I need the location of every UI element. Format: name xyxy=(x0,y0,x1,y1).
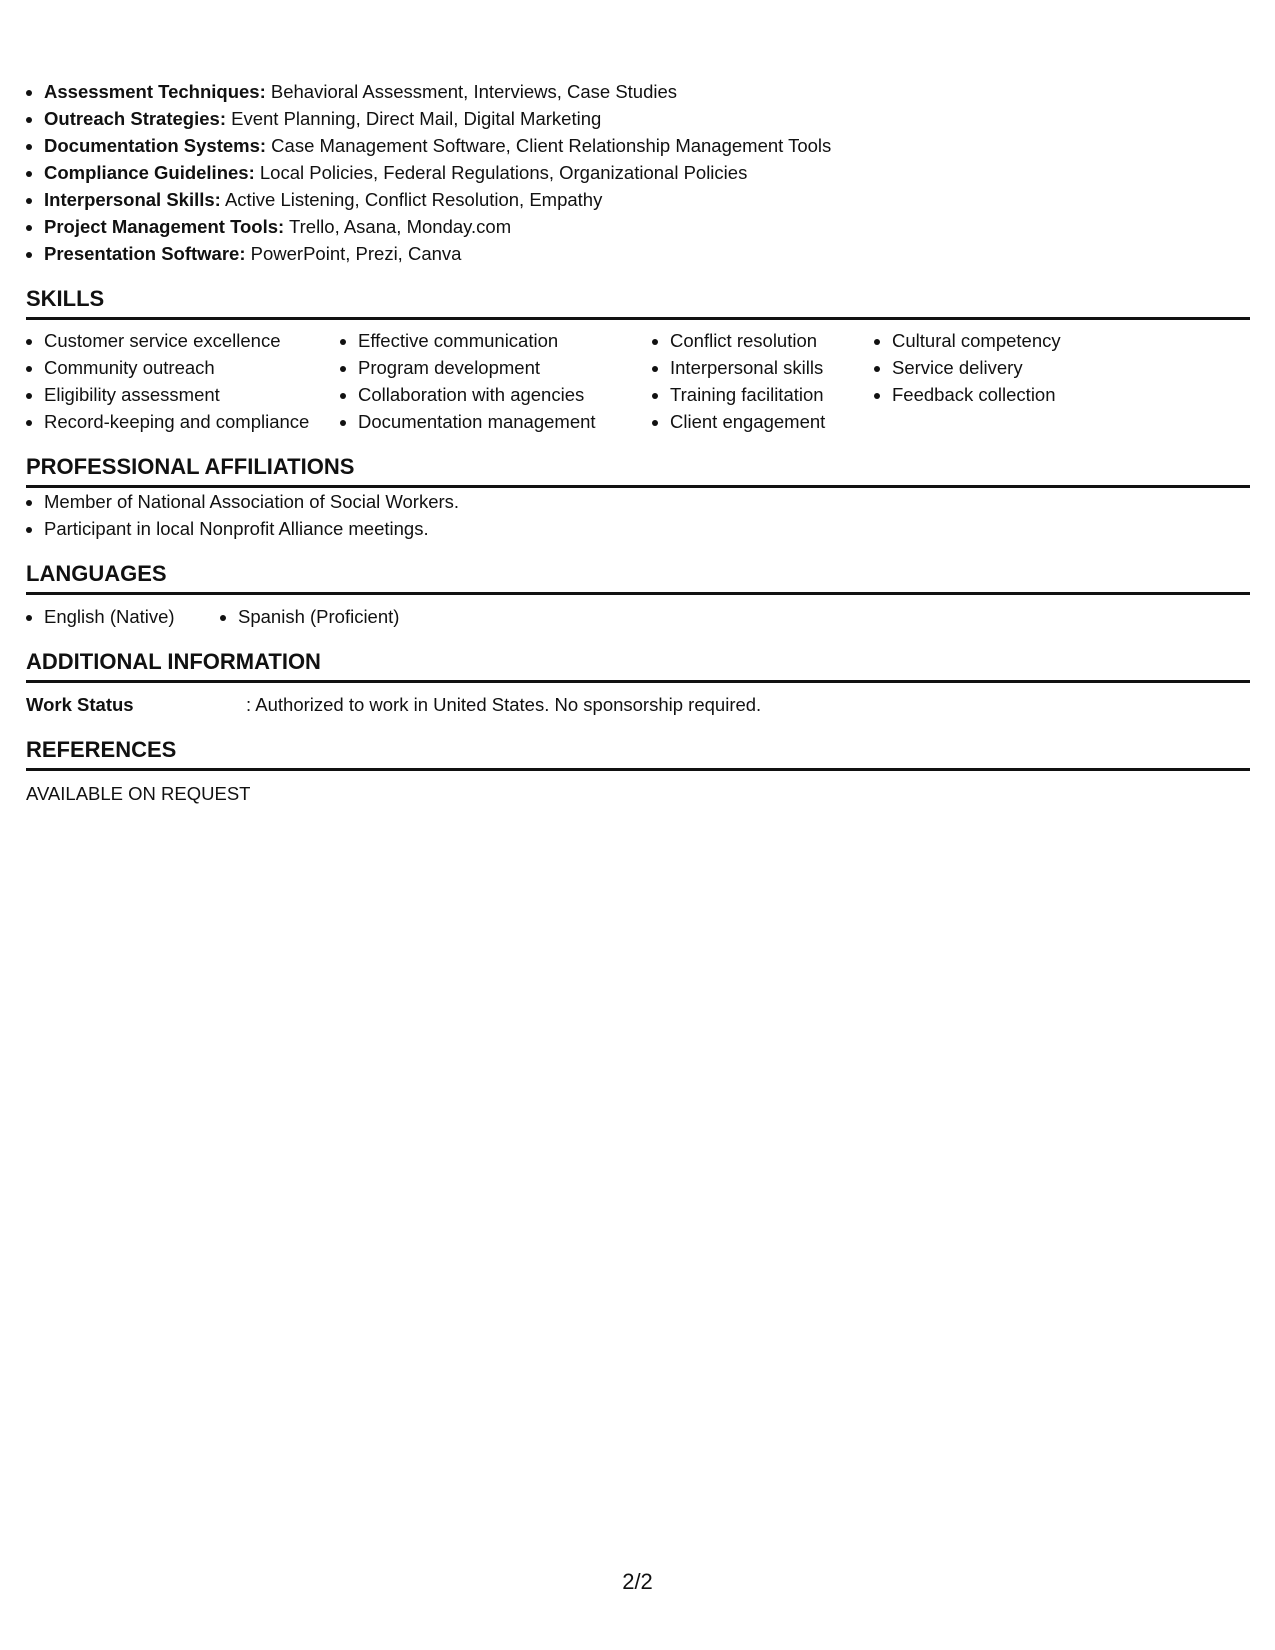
tech-skill-label: Documentation Systems: xyxy=(44,135,267,156)
skill-item: • Interpersonal skills xyxy=(670,354,874,381)
tech-skill-label: Compliance Guidelines: xyxy=(44,162,255,183)
language-item: • Spanish (Proficient) xyxy=(238,603,399,630)
language-item: • English (Native) xyxy=(44,603,220,630)
tech-skill-item xyxy=(44,213,1250,240)
affiliation-item: • Participant in local Nonprofit Alliance meetings. xyxy=(44,515,1250,542)
skill-item: • Training facilitation xyxy=(670,381,874,408)
work-status-value: : Authorized to work in United States. No sponsorship required. xyxy=(246,694,762,715)
skills-column xyxy=(340,327,652,435)
tech-skill-item xyxy=(44,159,1250,186)
language-column xyxy=(220,603,399,630)
tech-skill-item xyxy=(44,186,1250,213)
affiliations-list xyxy=(26,488,1250,542)
skills-heading: SKILLS xyxy=(26,285,1250,320)
tech-skill-item xyxy=(44,78,1250,105)
skill-item: • Feedback collection xyxy=(892,381,1132,408)
tech-skill-label: Interpersonal Skills: xyxy=(44,189,221,210)
resume-content xyxy=(26,78,1250,807)
affiliations-heading: PROFESSIONAL AFFILIATIONS xyxy=(26,453,1250,488)
skills-column xyxy=(874,327,1132,435)
skill-item: • Eligibility assessment xyxy=(44,381,340,408)
language-column xyxy=(26,603,220,630)
skill-item: • Client engagement xyxy=(670,408,874,435)
skills-column xyxy=(26,327,340,435)
skill-item: • Cultural competency xyxy=(892,327,1132,354)
tech-skill-value: Active Listening, Conflict Resolution, Empathy xyxy=(220,189,603,210)
skill-item: • Program development xyxy=(358,354,652,381)
skill-item: • Effective communication xyxy=(358,327,652,354)
tech-skill-value: Behavioral Assessment, Interviews, Case Studies xyxy=(265,81,678,102)
technical-skills-list xyxy=(26,78,1250,267)
tech-skill-label: Outreach Strategies: xyxy=(44,108,226,129)
tech-skill-value: Event Planning, Direct Mail, Digital Marketing xyxy=(225,108,602,129)
work-status-label: Work Status xyxy=(26,694,134,715)
work-status-row xyxy=(26,691,1250,718)
skill-item: • Conflict resolution xyxy=(670,327,874,354)
tech-skill-item xyxy=(44,105,1250,132)
skill-item: • Customer service excellence xyxy=(44,327,340,354)
tech-skill-value: Trello, Asana, Monday.com xyxy=(284,216,512,237)
skill-item: • Documentation management xyxy=(358,408,652,435)
skills-column xyxy=(652,327,874,435)
tech-skill-value: Case Management Software, Client Relationship Management Tools xyxy=(266,135,832,156)
skill-item: • Record-keeping and compliance xyxy=(44,408,340,435)
tech-skill-value: PowerPoint, Prezi, Canva xyxy=(245,243,462,264)
skills-grid xyxy=(26,327,1250,435)
languages-heading: LANGUAGES xyxy=(26,560,1250,595)
page-number: 2/2 xyxy=(622,1569,653,1594)
languages-list xyxy=(26,603,1250,630)
skill-item: • Collaboration with agencies xyxy=(358,381,652,408)
affiliation-item: • Member of National Association of Social Workers. xyxy=(44,488,1250,515)
tech-skill-label: Presentation Software: xyxy=(44,243,246,264)
tech-skill-label: Project Management Tools: xyxy=(44,216,285,237)
references-text: AVAILABLE ON REQUEST xyxy=(26,783,251,804)
additional-info-heading: ADDITIONAL INFORMATION xyxy=(26,648,1250,683)
skill-item: • Service delivery xyxy=(892,354,1132,381)
tech-skill-item xyxy=(44,132,1250,159)
skill-item: • Community outreach xyxy=(44,354,340,381)
references-heading: REFERENCES xyxy=(26,736,1250,771)
tech-skill-label: Assessment Techniques: xyxy=(44,81,266,102)
tech-skill-value: Local Policies, Federal Regulations, Organizational Policies xyxy=(254,162,748,183)
tech-skill-item xyxy=(44,240,1250,267)
